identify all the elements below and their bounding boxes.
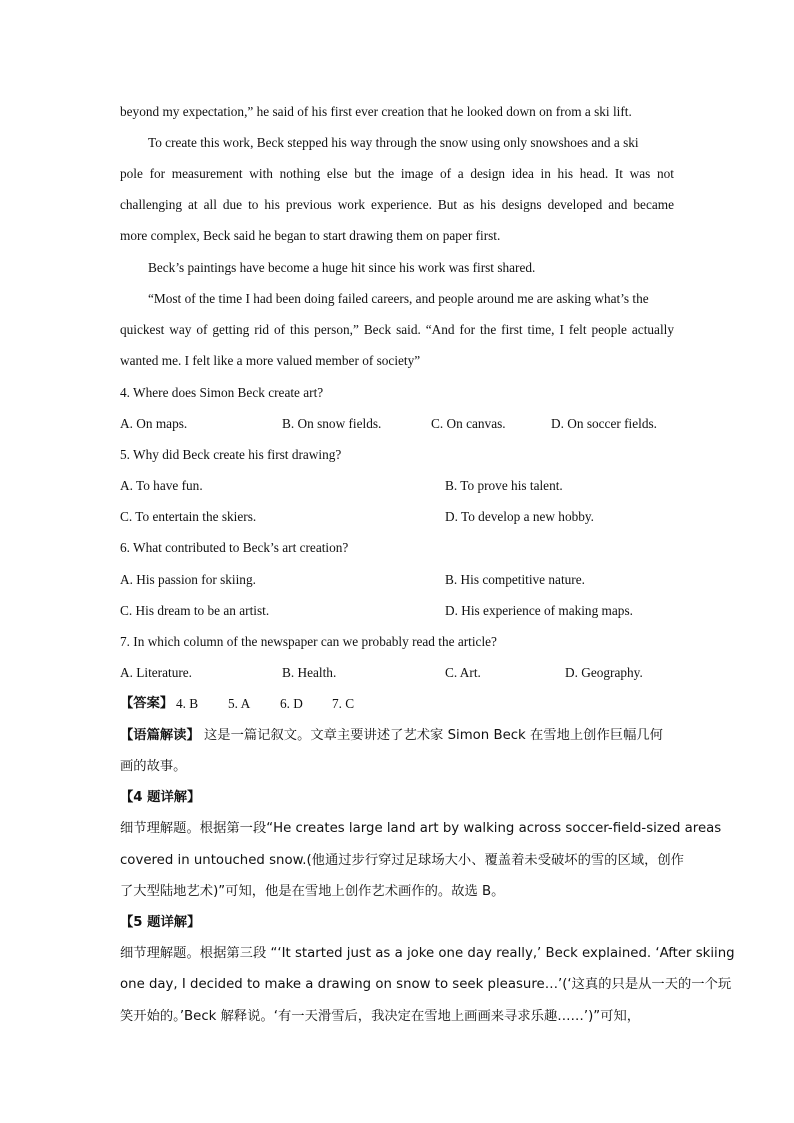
option-b: B. Health.	[282, 665, 337, 680]
reading-line: 画的故事。	[120, 759, 187, 774]
option-c: C. Art.	[445, 665, 481, 680]
question-stem: 5. Why did Beck create his first drawing?	[120, 447, 342, 462]
passage-line: beyond my expectation,” he said of his first ever creation that he looked down on from a ski lift.	[120, 104, 632, 119]
option-a: A. Literature.	[120, 665, 192, 680]
passage-line: To create this work, Beck stepped his way through the snow using only snowshoes and a ski	[148, 135, 639, 150]
answer-item: 5. A	[228, 696, 251, 711]
option-d: D. Geography.	[565, 665, 643, 680]
answer-item: 4. B	[176, 696, 199, 711]
passage-line: Beck’s paintings have become a huge hit since his work was first shared.	[148, 260, 536, 275]
option-d: D. On soccer fields.	[551, 416, 657, 431]
passage-line: “Most of the time I had been doing failed careers, and people around me are asking what’s the	[148, 291, 649, 306]
q4-label: 【4 题详解】	[120, 790, 201, 805]
question-stem: 6. What contributed to Beck’s art creation?	[120, 540, 349, 555]
reading-label: 【语篇解读】	[120, 728, 200, 743]
answer-item: 7. C	[332, 696, 355, 711]
passage-line: quickest way of getting rid of this person,” Beck said. “And for the first time, I felt people actually	[120, 322, 674, 337]
answer-item: 6. D	[280, 696, 303, 711]
reading-line: 这是一篇记叙文。文章主要讲述了艺术家 Simon Beck 在雪地上创作巨幅几何	[204, 728, 663, 743]
q5-label: 【5 题详解】	[120, 915, 201, 930]
question-stem: 7. In which column of the newspaper can we probably read the article?	[120, 634, 497, 649]
passage-line: more complex, Beck said he began to start drawing them on paper first.	[120, 228, 501, 243]
q4-line: covered in untouched snow.(他通过步行穿过足球场大小、覆盖着未受破坏的雪的区域，创作	[120, 853, 684, 868]
option-c: C. To entertain the skiers.	[120, 509, 257, 524]
q5-line: 笑开始的。’Beck 解释说。‘有一天滑雪后，我决定在雪地上画画来寻求乐趣……’)”可知，	[120, 1009, 641, 1024]
option-d: D. His experience of making maps.	[445, 603, 633, 618]
passage-line: wanted me. I felt like a more valued member of society”	[120, 353, 421, 368]
option-d: D. To develop a new hobby.	[445, 509, 594, 524]
option-b: B. On snow fields.	[282, 416, 382, 431]
question-stem: 4. Where does Simon Beck create art?	[120, 385, 324, 400]
q4-line: 细节理解题。根据第一段“He creates large land art by walking across soccer-field-sized areas	[120, 821, 722, 836]
passage-line: pole for measurement with nothing else but the image of a design idea in his head. It was not	[120, 166, 674, 181]
passage-line: challenging at all due to his previous work experience. But as his designs developed and became	[120, 197, 674, 212]
option-c: C. His dream to be an artist.	[120, 603, 270, 618]
option-b: B. His competitive nature.	[445, 572, 585, 587]
option-a: A. To have fun.	[120, 478, 203, 493]
option-b: B. To prove his talent.	[445, 478, 563, 493]
option-a: A. His passion for skiing.	[120, 572, 256, 587]
option-a: A. On maps.	[120, 416, 188, 431]
q5-line: one day, I decided to make a drawing on snow to seek pleasure…’(‘这真的只是从一天的一个玩	[120, 977, 732, 992]
q4-line: 了大型陆地艺术)”可知，他是在雪地上创作艺术画作的。故选 B。	[120, 884, 505, 899]
q5-line: 细节理解题。根据第三段 “‘It started just as a joke one day really,’ Beck explained. ‘After skiing	[120, 946, 735, 961]
answer-label: 【答案】	[120, 696, 174, 711]
option-c: C. On canvas.	[431, 416, 506, 431]
